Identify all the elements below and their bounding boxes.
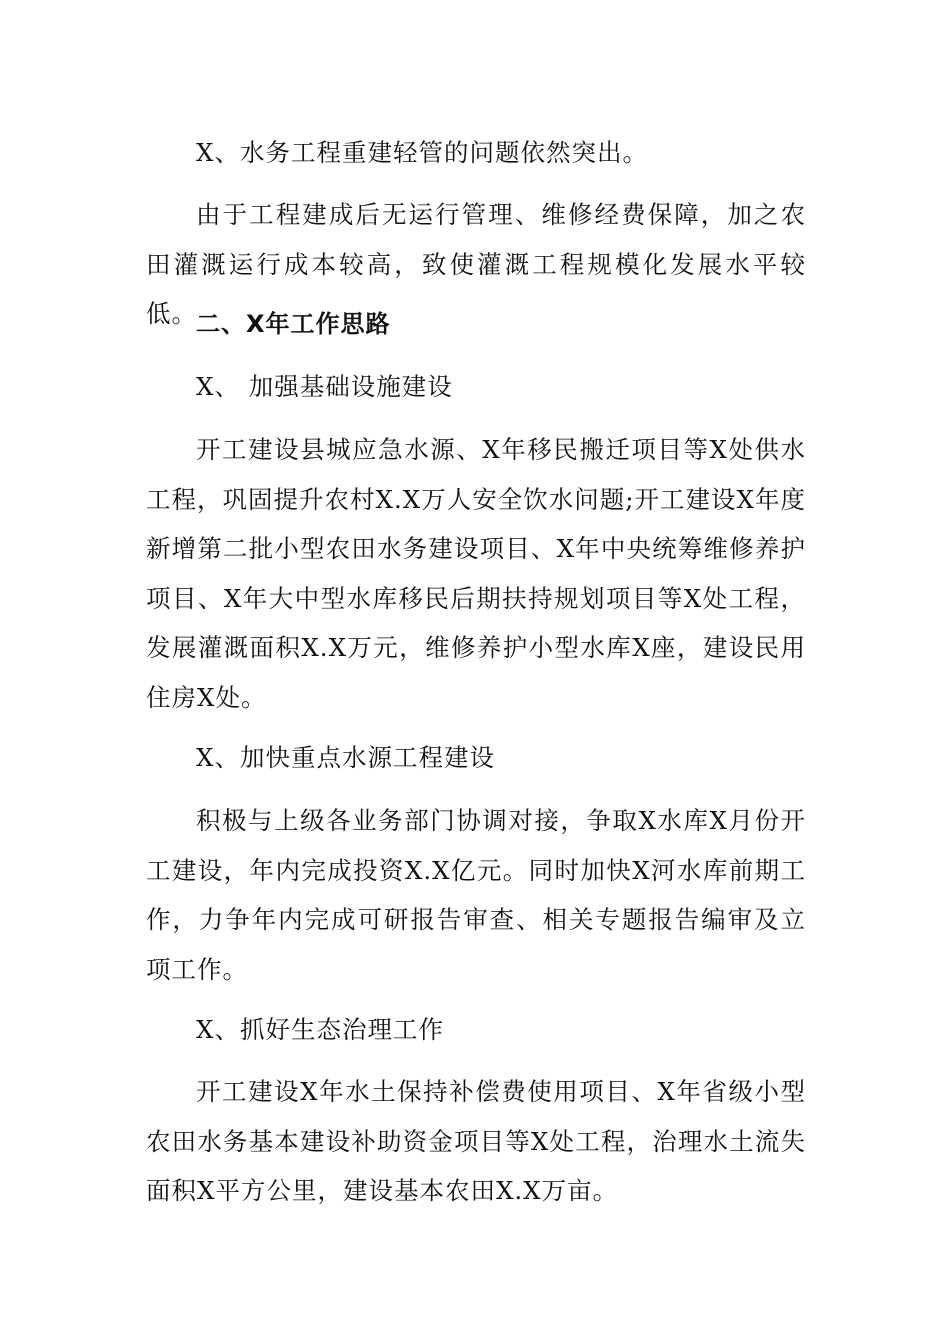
subheading-infrastructure: X、 加强基础设施建设 — [196, 372, 453, 401]
subheading-water-source: X、加快重点水源工程建设 — [196, 743, 495, 772]
subheading-ecology: X、抓好生态治理工作 — [196, 1015, 444, 1044]
paragraph-infrastructure: 开工建设县城应急水源、X年移民搬迁项目等X处供水工程，巩固提升农村X.X万人安全饮水问题;开工建设X年度新增第二批小型农田水务建设项目、X年中央统筹维修养护项目、X年大中型水库移民后期扶持规划项目等X处工程，发展灌溉面积X.X万元，维修养护小型水库X座，建设民用住房X处。 — [146, 435, 806, 712]
paragraph-water-source: 积极与上级各业务部门协调对接，争取X水库X月份开工建设，年内完成投资X.X亿元。同时加快X河水库前期工作，力争年内完成可研报告审查、相关专题报告编审及立项工作。 — [146, 806, 806, 984]
issue-paragraph: 由于工程建成后无运行管理、维修经费保障，加之农田灌溉运行成本较高，致使灌溉工程规模化发展水平较低。 — [146, 200, 806, 328]
paragraph-ecology: 开工建设X年水土保持补偿费使用项目、X年省级小型农田水务基本建设补助资金项目等X处工程，治理水土流失面积X平方公里，建设基本农田X.X万亩。 — [146, 1077, 806, 1205]
issue-heading: X、水务工程重建轻管的问题依然突出。 — [196, 138, 648, 167]
section-2-title: 二、X年工作思路 — [196, 310, 391, 338]
